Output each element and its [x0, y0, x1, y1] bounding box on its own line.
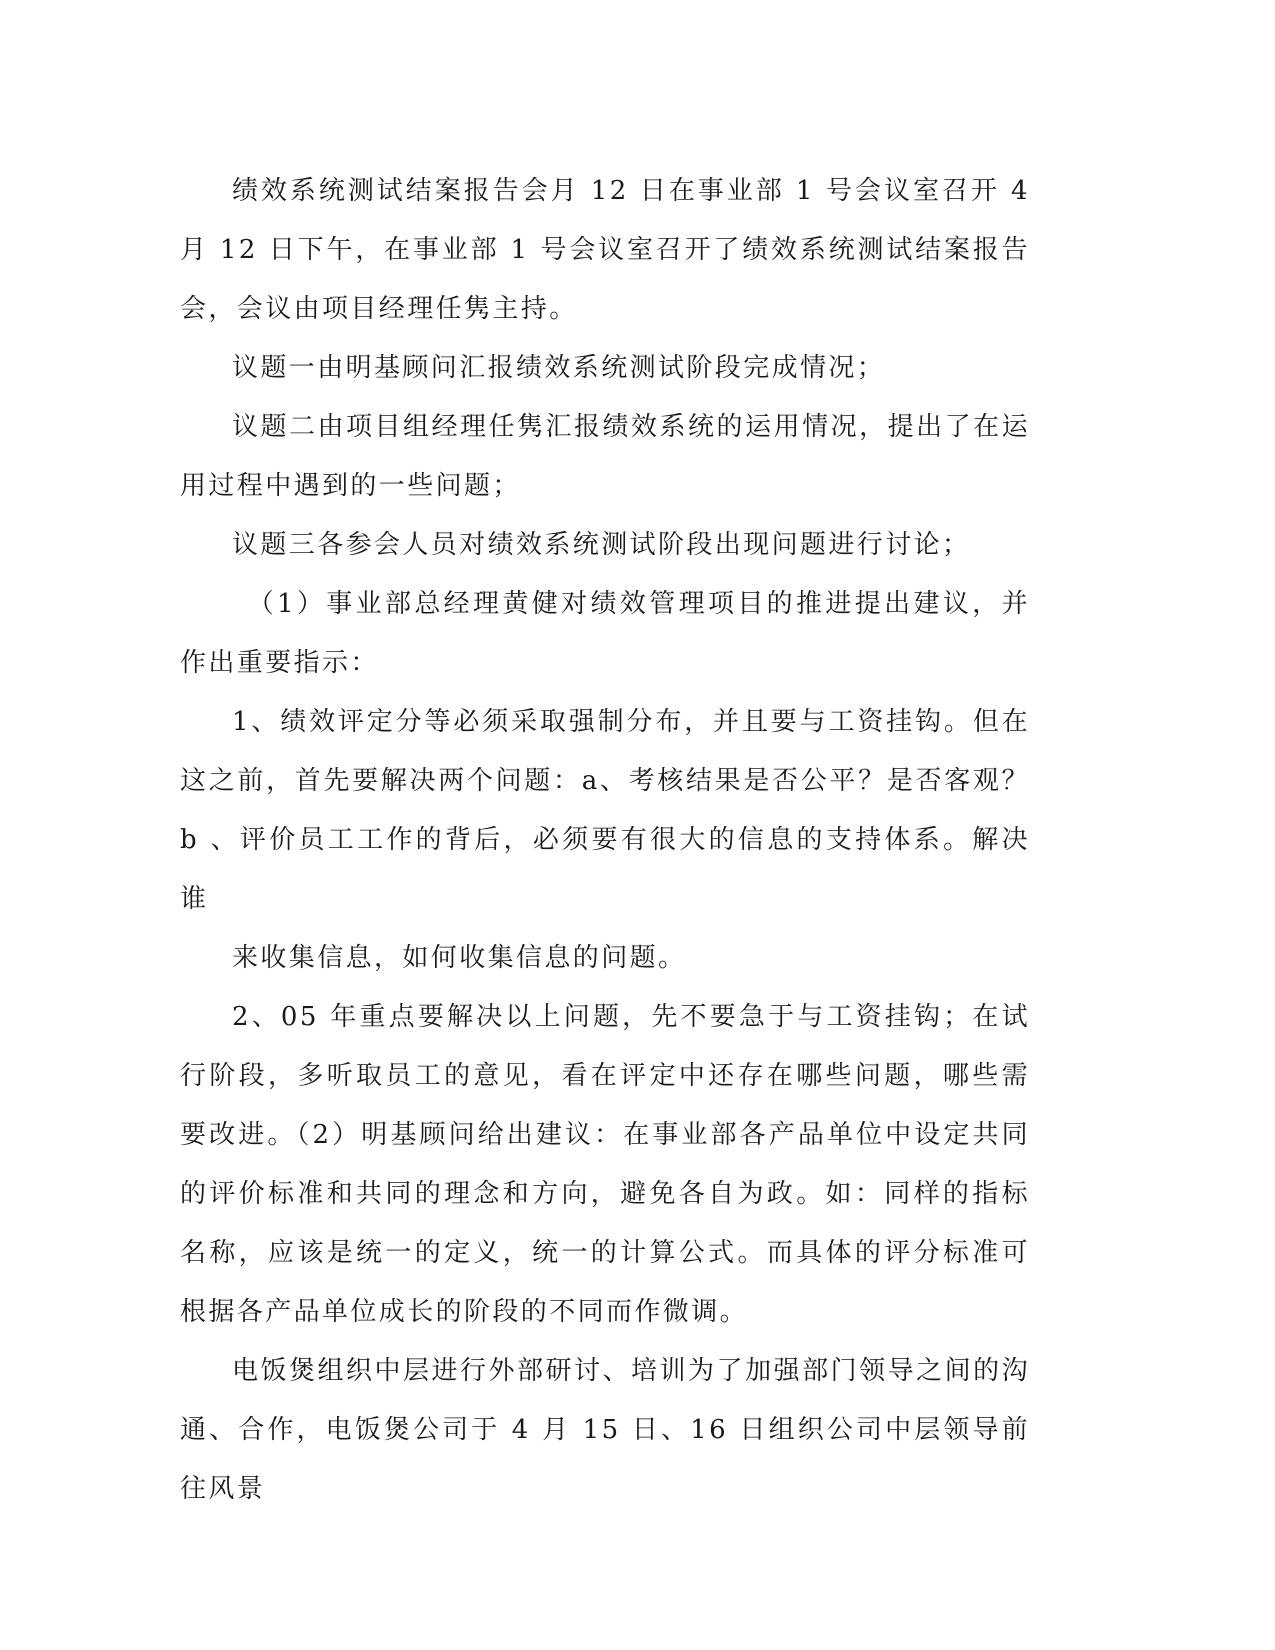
paragraph-topic-three: 议题三各参会人员对绩效系统测试阶段出现问题进行讨论；: [232, 530, 971, 560]
paragraph-topic-two: 议题二由项目组经理任隽汇报绩效系统的运用情况，提出了在运用过程中遇到的一些问题；: [180, 412, 1030, 501]
paragraph-point-2: 2、05 年重点要解决以上问题，先不要急于与工资挂钩；在试行阶段，多听取员工的意见，看在评定中还存在哪些问题，哪些需要改进。（2）明基顾问给出建议：在事业部各产品单位中设定共同的评价标准和共同的理念和方向，避免各自为政。如：同样的指标名称，应该是统一的定义，统一的计算公式。而具体的评分标准可根据各产品单位成长的阶段的不同而作微调。: [180, 1002, 1030, 1327]
paragraph-meeting-intro: 绩效系统测试结案报告会月 12 日在事业部 1 号会议室召开 4 月 12 日下午，在事业部 1 号会议室召开了绩效系统测试结案报告会，会议由项目经理任隽主持。: [180, 176, 1030, 324]
document-body: [180, 162, 1030, 1519]
paragraph-topic-one: 议题一由明基顾问汇报绩效系统测试阶段完成情况；: [232, 353, 886, 383]
paragraph-item-1-instructions: （1）事业部总经理黄健对绩效管理项目的推进提出建议，并作出重要指示：: [180, 589, 1030, 678]
paragraph-rice-cooker-training: 电饭煲组织中层进行外部研讨、培训为了加强部门领导之间的沟通、合作，电饭煲公司于 4 月 15 日、16 日组织公司中层领导前往风景: [180, 1356, 1030, 1504]
paragraph-point-1: 1、绩效评定分等必须采取强制分布，并且要与工资挂钩。但在这之前，首先要解决两个问题：a、考核结果是否公平？是否客观？b 、评价员工工作的背后，必须要有很大的信息的支持体系。解决谁: [180, 707, 1030, 914]
paragraph-point-1-continued: 来收集信息，如何收集信息的问题。: [232, 943, 687, 973]
